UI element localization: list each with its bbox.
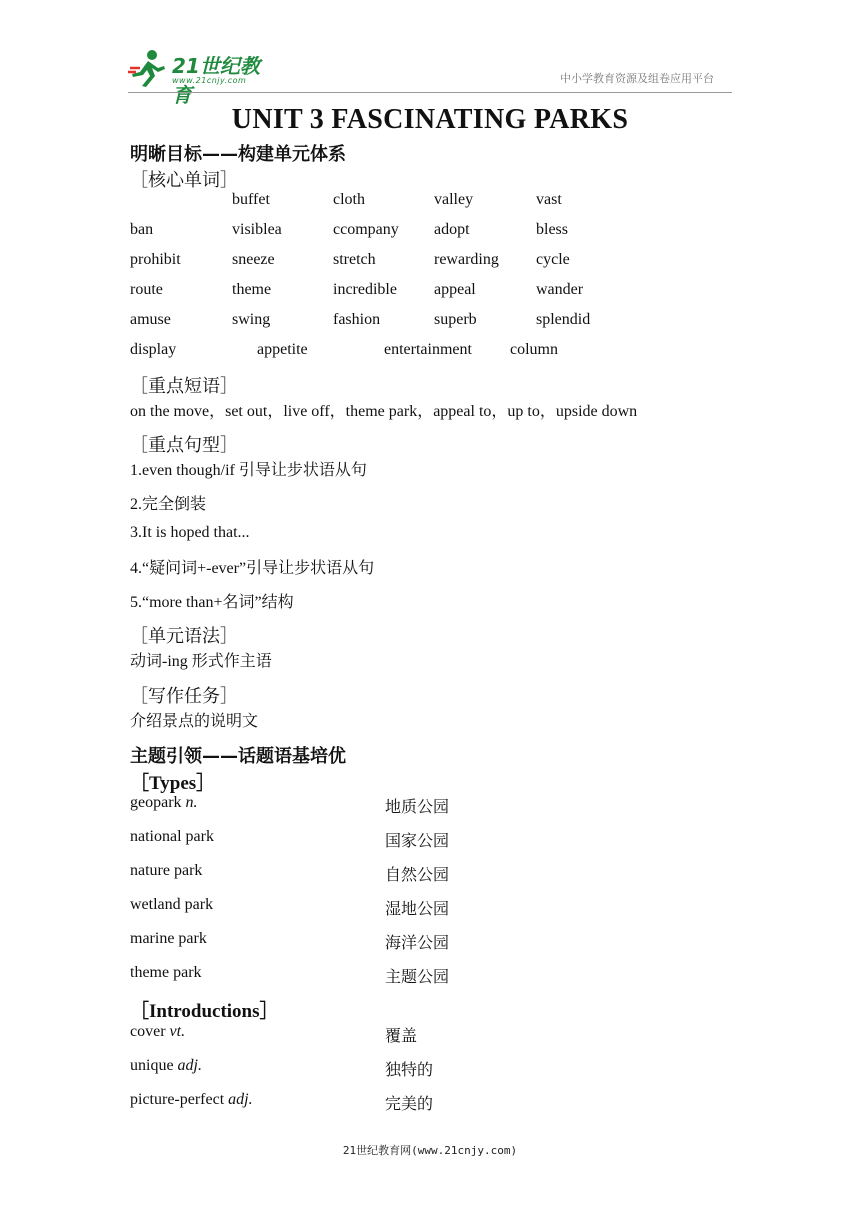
vocab-word: route [130,281,163,298]
list-item-zh: 自然公园 [385,867,450,884]
list-item-en: wetland park [130,896,214,913]
vocab-word: column [510,341,558,358]
subheading-key-sentences: ［重点句型］ [130,435,238,456]
list-item-zh: 湿地公园 [385,901,450,918]
list-item-zh: 完美的 [385,1096,434,1113]
vocab-word: theme [232,281,272,298]
logo-url: www.21cnjy.com [172,76,247,85]
vocab-word: appetite [257,341,308,358]
subheading-writing: ［写作任务］ [130,686,238,707]
header-slogan: 中小学教育资源及组卷应用平台 [560,72,714,85]
subheading-core-words: ［核心单词］ [130,170,238,191]
vocab-word: buffet [232,191,270,208]
subheading-grammar: ［单元语法］ [130,626,238,647]
list-item-zh: 独特的 [385,1062,434,1079]
vocab-word: ban [130,221,154,238]
subheading-key-phrases: ［重点短语］ [130,376,238,397]
list-item-zh: 覆盖 [385,1028,418,1045]
section-heading-goals: 明晰目标——构建单元体系 [130,144,346,165]
vocab-word: ccompany [333,221,399,238]
vocab-word: adopt [434,221,470,238]
list-item-en: theme park [130,964,202,981]
list-item-zh: 海洋公园 [385,935,450,952]
list-item-en: national park [130,828,214,845]
list-item-en: picture-perfect adj. [130,1091,253,1108]
vocab-word: appeal [434,281,476,298]
vocab-word: display [130,341,177,358]
vocab-word: bless [536,221,568,238]
page-footer: 21世纪教育网(www.21cnjy.com) [342,1144,518,1157]
list-item-en: cover vt. [130,1023,186,1040]
list-item-en: geopark n. [130,794,198,811]
list-item-zh: 地质公园 [385,799,450,816]
vocab-word: rewarding [434,251,499,268]
vocab-word: wander [536,281,584,298]
sentence-item: 2.完全倒装 [130,496,207,513]
logo [128,48,278,107]
list-item-en: marine park [130,930,207,947]
vocab-word: visiblea [232,221,282,238]
vocab-word: prohibit [130,251,181,268]
logo-text: 21世纪教育 [172,54,260,107]
subheading-introductions: ［Introductions］ [130,1001,279,1022]
vocab-word: vast [536,191,562,208]
grammar-text: 动词-ing 形式作主语 [130,653,272,670]
sentence-item: 5.“more than+名词”结构 [130,594,294,611]
vocab-word: entertainment [384,341,472,358]
sentence-item: 3.It is hoped that... [130,524,250,541]
writing-text: 介绍景点的说明文 [130,713,259,730]
header-divider [128,92,732,93]
vocab-word: fashion [333,311,381,328]
subheading-types: ［Types］ [130,773,216,794]
vocab-word: valley [434,191,474,208]
vocab-word: incredible [333,281,397,298]
list-item-en: nature park [130,862,203,879]
vocab-word: stretch [333,251,376,268]
sentence-item: 1.even though/if 引导让步状语从句 [130,462,367,479]
sentence-item: 4.“疑问词+-ever”引导让步状语从句 [130,560,375,577]
vocab-word: cycle [536,251,570,268]
section-heading-topic: 主题引领——话题语基培优 [130,746,346,767]
vocab-word: sneeze [232,251,275,268]
list-item-en: unique adj. [130,1057,202,1074]
runner-logo-icon [128,48,168,88]
vocab-word: cloth [333,191,365,208]
page-title: UNIT 3 FASCINATING PARKS [231,104,629,135]
vocab-word: superb [434,311,477,328]
vocab-word: swing [232,311,271,328]
vocab-word: amuse [130,311,171,328]
list-item-zh: 国家公园 [385,833,450,850]
vocab-word: splendid [536,311,591,328]
list-item-zh: 主题公园 [385,969,450,986]
key-phrases-text: on the move，set out，live off，theme park，appeal to，up to，upside down [130,403,638,420]
